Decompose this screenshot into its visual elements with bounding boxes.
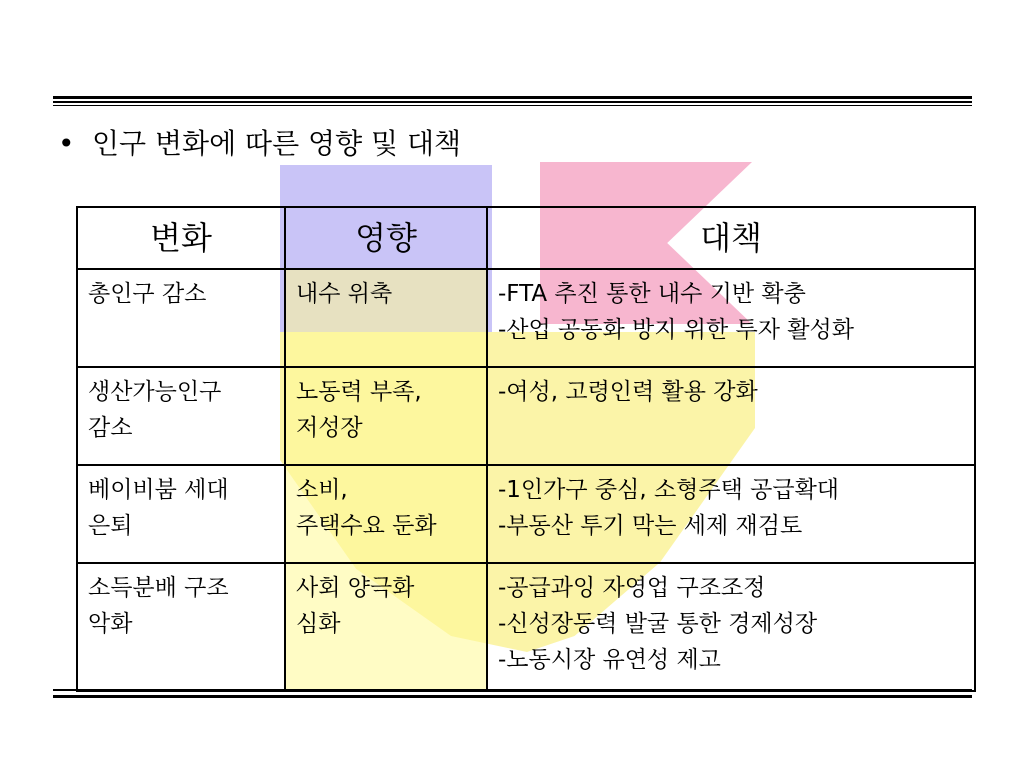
header-change: 변화: [77, 207, 285, 269]
cell-response: -FTA 추진 통한 내수 기반 확충 -산업 공동화 방지 위한 투자 활성화: [487, 269, 975, 367]
top-rule: [53, 101, 972, 103]
cell-impact: 노동력 부족, 저성장: [285, 367, 487, 465]
cell-change: 베이비붐 세대 은퇴: [77, 465, 285, 563]
heading-text: 인구 변화에 따른 영향 및 대책: [92, 127, 462, 160]
top-rule: [53, 96, 972, 99]
table-row: [77, 367, 975, 465]
table-row: [77, 269, 975, 367]
cell-response: -여성, 고령인력 활용 강화: [487, 367, 975, 465]
cell-impact: 사회 양극화 심화: [285, 563, 487, 691]
top-rule: [53, 105, 972, 106]
table-row: [77, 465, 975, 563]
cell-impact: 소비, 주택수요 둔화: [285, 465, 487, 563]
table-row: [77, 563, 975, 691]
table-header-row: [77, 207, 975, 269]
slide-heading: [58, 126, 461, 162]
bullet-icon: •: [58, 127, 75, 160]
header-response: 대책: [487, 207, 975, 269]
header-impact: 영향: [285, 207, 487, 269]
cell-response: -1인가구 중심, 소형주택 공급확대 -부동산 투기 막는 세제 재검토: [487, 465, 975, 563]
cell-change: 생산가능인구 감소: [77, 367, 285, 465]
cell-impact: 내수 위축: [285, 269, 487, 367]
cell-response: -공급과잉 자영업 구조조정 -신성장동력 발굴 통한 경제성장 -노동시장 유연성 제고: [487, 563, 975, 691]
population-impact-table: [76, 206, 976, 692]
cell-change: 총인구 감소: [77, 269, 285, 367]
cell-change: 소득분배 구조 악화: [77, 563, 285, 691]
bottom-rule: [53, 695, 972, 698]
bottom-rule: [53, 689, 972, 691]
